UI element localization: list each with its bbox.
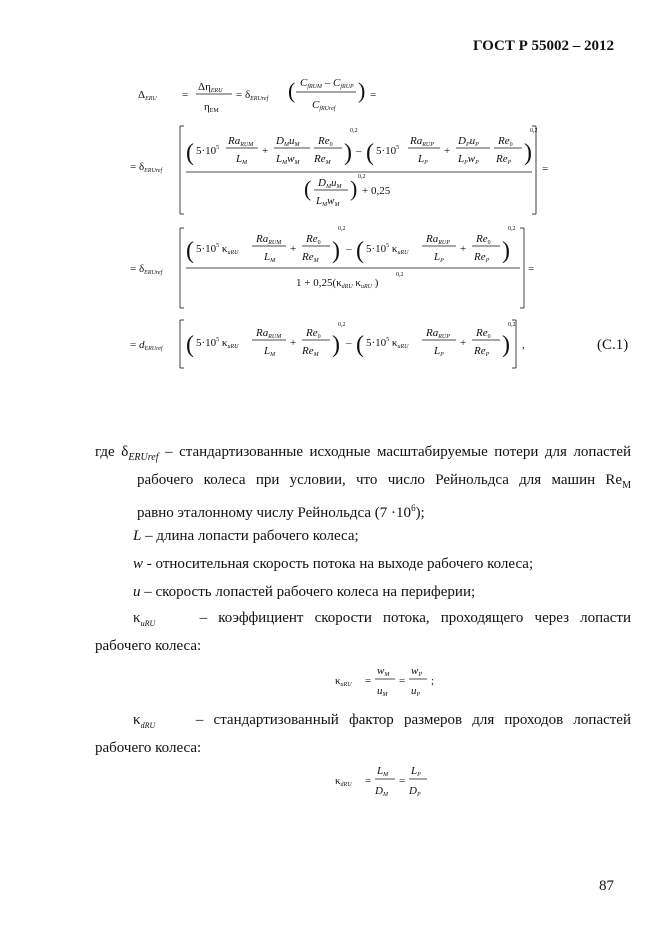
- equation-number: (C.1): [597, 337, 629, 353]
- svg-text:(: (: [356, 238, 364, 264]
- def-kappa-u: $\kappa_{uRU}$ – коэффициент скорости потока, проходящего через лопасти: [133, 610, 632, 628]
- def-line-2: рабочего колеса при условии, что число Рейнольдса для машин $Re_M$: [137, 472, 631, 491]
- svg-text:CfRUref: CfRUref: [312, 99, 336, 112]
- svg-text:RaRUP: RaRUP: [426, 327, 450, 340]
- svg-text:DM: DM: [375, 785, 388, 798]
- page-number: 87: [599, 878, 614, 894]
- svg-text:0,2: 0,2: [508, 322, 516, 328]
- def-L: L – длина лопасти рабочего колеса;: [133, 528, 359, 544]
- svg-text:5·105: $5\cdot 10^5$: [196, 145, 220, 157]
- svg-text:ReM: ReM: [302, 251, 319, 264]
- svg-text:ReM: ReM: [302, 345, 319, 358]
- svg-text:LM: LM: [377, 765, 389, 778]
- svg-text:–: –: [356, 145, 362, 157]
- svg-text:+: +: [460, 337, 467, 349]
- eq-delta-eru: ΔERU: [138, 89, 157, 102]
- svg-text:LP: LP: [411, 765, 421, 778]
- svg-text:0,2: 0,2: [530, 128, 538, 134]
- svg-text:5·105 κuRU: $5\cdot 10^5$ κuRU: [366, 337, 409, 350]
- svg-text:= dERUref: = dERUref: [130, 339, 163, 352]
- svg-text:uM: uM: [377, 685, 388, 698]
- svg-text:Re0: Re0: [498, 135, 513, 148]
- formula-kappa-d: [335, 762, 455, 803]
- svg-text:=: =: [528, 263, 535, 275]
- svg-text:LP: LP: [418, 153, 428, 166]
- svg-text:5·105 κuRU: $5\cdot 10^5$ κuRU: [196, 337, 239, 350]
- svg-text:=: =: [365, 775, 372, 787]
- svg-text:uP: uP: [411, 685, 421, 698]
- svg-text:Re0: Re0: [306, 233, 321, 246]
- svg-text:LMwM: LMwM: [276, 153, 300, 166]
- svg-text:): ): [502, 332, 510, 358]
- svg-text:): ): [350, 176, 358, 201]
- def-kappa-d: $\kappa_{dRU}$ – стандартизованный фактор размеров для проходов лопастей: [133, 712, 631, 730]
- svg-text:0,2: 0,2: [338, 322, 346, 328]
- svg-text:Re0: Re0: [306, 327, 321, 340]
- svg-text:LM: LM: [236, 153, 248, 166]
- equation-c1: [120, 68, 560, 388]
- svg-text:–: –: [346, 337, 352, 349]
- svg-text:κdRU: κdRU: [335, 775, 352, 788]
- svg-text:ReP: ReP: [474, 345, 490, 358]
- svg-text:1 + 0,25(κdRU κuRU ): 1 + 0,25(κdRU κuRU ): [296, 277, 379, 290]
- svg-text:DMuM: DMuM: [318, 177, 342, 190]
- svg-text:+: +: [290, 243, 297, 255]
- svg-text:): ): [358, 78, 366, 103]
- svg-text:= δERUref: = δERUref: [236, 89, 269, 102]
- svg-text:,: ,: [522, 339, 525, 351]
- svg-text:LMwM: LMwM: [316, 195, 340, 208]
- svg-text:;: ;: [431, 675, 435, 687]
- svg-text:0,2: 0,2: [358, 174, 366, 180]
- svg-text:DMuM: DMuM: [276, 135, 300, 148]
- svg-text:ReP: ReP: [496, 153, 512, 166]
- svg-text:+: +: [290, 337, 297, 349]
- svg-text:κuRU: κuRU: [335, 675, 352, 688]
- svg-text:DP: DP: [409, 785, 421, 798]
- svg-text:RaRUM: RaRUM: [256, 233, 282, 246]
- svg-text:LP: LP: [434, 345, 444, 358]
- svg-text:ηEM: ηEM: [204, 101, 219, 114]
- svg-text:RaRUM: RaRUM: [256, 327, 282, 340]
- svg-text:(: (: [366, 140, 374, 166]
- svg-text:ΔηERU: ΔηERU: [198, 81, 223, 94]
- svg-text:=: =: [542, 163, 549, 175]
- svg-text:wM: wM: [377, 665, 390, 678]
- svg-text:(: (: [356, 332, 364, 358]
- svg-text:CfRUM – CfRUP: CfRUM – CfRUP: [300, 77, 354, 90]
- def-line-1: где $\delta_{ERUref}$ – стандартизованные исходные масштабируемые потери для лопастей: [95, 444, 632, 463]
- svg-text:=: =: [365, 675, 372, 687]
- svg-text:(: (: [186, 238, 194, 264]
- svg-text:–: –: [346, 243, 352, 255]
- svg-text:RaRUP: RaRUP: [410, 135, 434, 148]
- svg-text:0,2: 0,2: [338, 226, 346, 232]
- svg-text:5·105 κuRU: $5\cdot 10^5$ κuRU: [366, 243, 409, 256]
- svg-text:Re0: Re0: [318, 135, 333, 148]
- svg-text:(: (: [288, 78, 296, 103]
- formula-kappa-u: [335, 662, 455, 703]
- svg-text:(: (: [186, 332, 194, 358]
- svg-text:0,2: 0,2: [396, 272, 404, 278]
- def-kappa-u-cont: рабочего колеса:: [95, 638, 202, 654]
- svg-text:=: =: [399, 675, 406, 687]
- svg-text:): ): [344, 140, 352, 166]
- svg-text:): ): [332, 238, 340, 264]
- svg-text:5·105: $5\cdot 10^5$: [376, 145, 400, 157]
- def-u: u – скорость лопастей рабочего колеса на периферии;: [133, 584, 476, 600]
- svg-text:): ): [502, 238, 510, 264]
- svg-text:): ): [524, 140, 532, 166]
- svg-text:+: +: [460, 243, 467, 255]
- def-w: w - относительная скорость потока на выходе рабочего колеса;: [133, 556, 534, 572]
- svg-text:5·105 κuRU: $5\cdot 10^5$ κuRU: [196, 243, 239, 256]
- def-line-3: равно эталонному числу Рейнольдса $(7 \cdot 10^6)$;: [137, 503, 425, 521]
- svg-text:=: =: [399, 775, 406, 787]
- svg-text:ReM: ReM: [314, 153, 331, 166]
- svg-text:0,2: 0,2: [350, 128, 358, 134]
- svg-text:= δERUref: = δERUref: [130, 263, 163, 276]
- svg-text:ReP: ReP: [474, 251, 490, 264]
- svg-text:+: +: [262, 145, 269, 157]
- svg-text:LP: LP: [434, 251, 444, 264]
- document-code: ГОСТ Р 55002 – 2012: [472, 38, 614, 54]
- svg-text:= δERUref: = δERUref: [130, 161, 163, 174]
- def-kappa-d-cont: рабочего колеса:: [95, 740, 202, 756]
- svg-text:): ): [332, 332, 340, 358]
- svg-text:DPuP: DPuP: [458, 135, 479, 148]
- svg-text:wP: wP: [411, 665, 423, 678]
- svg-text:Re0: Re0: [476, 327, 491, 340]
- svg-text:RaRUM: RaRUM: [228, 135, 254, 148]
- svg-text:LM: LM: [264, 345, 276, 358]
- svg-text:(: (: [304, 176, 312, 201]
- svg-text:LPwP: LPwP: [458, 153, 479, 166]
- svg-text:+: +: [444, 145, 451, 157]
- svg-text:=: =: [370, 89, 377, 101]
- svg-text:(: (: [186, 140, 194, 166]
- svg-text:0,2: 0,2: [508, 226, 516, 232]
- svg-text:LM: LM: [264, 251, 276, 264]
- svg-text:+ 0,25: + 0,25: [362, 185, 391, 197]
- svg-text:=: =: [182, 89, 189, 101]
- svg-text:Re0: Re0: [476, 233, 491, 246]
- svg-text:RaRUP: RaRUP: [426, 233, 450, 246]
